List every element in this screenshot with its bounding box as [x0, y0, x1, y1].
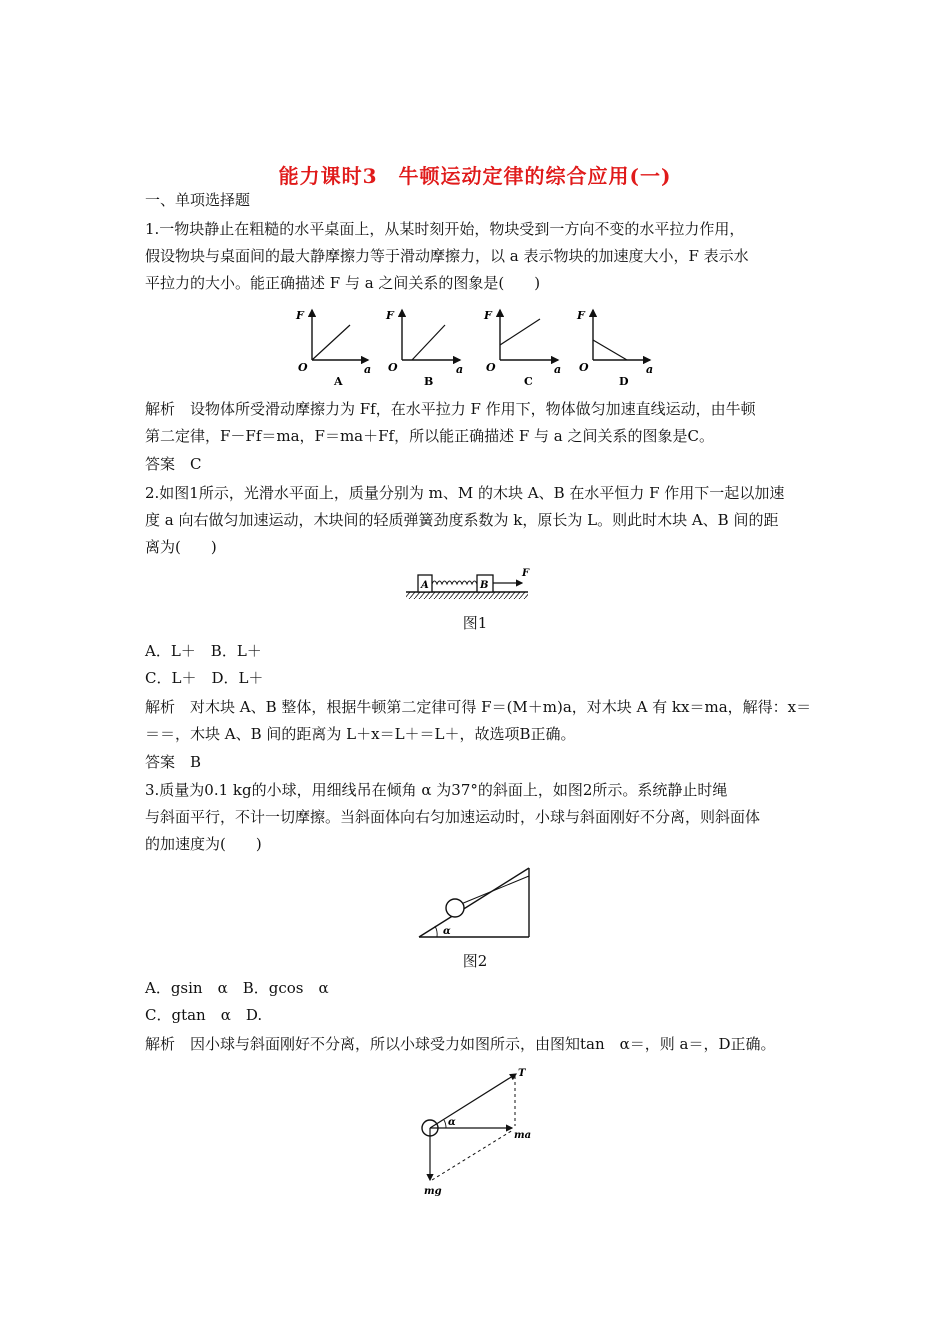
q3-options-1: A．gsin α B．gcos α	[145, 979, 329, 997]
ball	[446, 899, 464, 917]
q2-options-1: A．L＋ B．L＋	[145, 642, 262, 660]
q3-analysis: 解析 因小球与斜面刚好不分离，所以小球受力如图所示，由图知tan α＝，则 a＝，D正确。	[145, 1035, 776, 1053]
graph-d-line	[593, 340, 627, 360]
q1-answer: 答案 C	[145, 455, 202, 473]
graph-a-y-label: F	[296, 309, 304, 322]
graph-b-label: B	[424, 375, 434, 388]
angle-label: α	[443, 926, 451, 937]
q3-line-1: 3.质量为0.1 kg的小球，用细线吊在倾角 α 为37°的斜面上，如图2所示。系统静止时绳	[145, 781, 728, 799]
graph-b-origin: O	[388, 361, 398, 374]
figure-2-caption: 图2	[462, 952, 488, 970]
graph-b-y-label: F	[386, 309, 394, 322]
force-diagram	[408, 1062, 548, 1200]
q2-answer: 答案 B	[145, 753, 202, 771]
graph-d-y-label: F	[577, 309, 585, 322]
graph-c-label: C	[524, 375, 533, 388]
q2-line-2: 度 a 向右做匀加速运动，木块间的轻质弹簧劲度系数为 k，原长为 L。则此时木块 A、B 间的距	[145, 511, 779, 529]
q2-options-2: C．L＋ D．L＋	[145, 669, 264, 687]
q3-options-2: C．gtan α D.	[145, 1006, 263, 1024]
q1-line-3: 平拉力的大小。能正确描述 F 与 a 之间关系的图象是( )	[145, 274, 541, 292]
figure-1-caption: 图1	[462, 614, 488, 632]
graph-d-x-label: a	[646, 363, 654, 376]
graph-c-x-label: a	[554, 363, 562, 376]
graph-a-origin: O	[298, 361, 308, 374]
q3-line-3: 的加速度为( )	[145, 835, 262, 853]
graph-a-line	[312, 325, 350, 360]
graph-a-label: A	[334, 375, 343, 388]
net-force-label: ma	[514, 1130, 532, 1141]
graph-d-label: D	[619, 375, 629, 388]
force-label: F	[522, 568, 530, 579]
page-title: 能力课时3 牛顿运动定律的综合应用(一)	[278, 164, 672, 188]
graph-a	[295, 309, 371, 388]
graph-d-origin: O	[579, 361, 589, 374]
graph-c-y-label: F	[484, 309, 492, 322]
figure-1	[400, 562, 540, 604]
figure-2	[415, 862, 535, 942]
q2-analysis-2: ＝＝，木块 A、B 间的距离为 L＋x＝L＋＝L＋，故选项B正确。	[145, 725, 576, 743]
q2-line-3: 离为( )	[145, 538, 217, 556]
gravity-label: mg	[424, 1186, 442, 1197]
graph-b-x-label: a	[456, 363, 464, 376]
q1-line-2: 假设物块与桌面间的最大静摩擦力等于滑动摩擦力，以 a 表示物块的加速度大小，F 表示水	[145, 247, 749, 265]
q1-line-1: 1.一物块静止在粗糙的水平桌面上，从某时刻开始，物块受到一方向不变的水平拉力作用，	[145, 220, 745, 238]
angle-label: α	[448, 1117, 456, 1128]
block-b-label: B	[480, 580, 489, 591]
graph-c	[483, 309, 561, 388]
q1-graphs	[290, 305, 670, 390]
graph-c-line	[500, 319, 540, 345]
block-a-label: A	[421, 580, 429, 591]
spring	[432, 581, 477, 584]
q1-analysis-1: 解析 设物体所受滑动摩擦力为 Ff，在水平拉力 F 作用下，物体做匀加速直线运动，由牛顿	[145, 400, 756, 418]
tension-arrow	[430, 1074, 516, 1128]
graph-d	[576, 309, 653, 388]
q2-line-1: 2.如图1所示，光滑水平面上，质量分别为 m、M 的木块 A、B 在水平恒力 F 作用下一起以加速	[145, 484, 785, 502]
q3-line-2: 与斜面平行，不计一切摩擦。当斜面体向右匀加速运动时，小球与斜面刚好不分离，则斜面体	[145, 808, 761, 826]
section-heading: 一、单项选择题	[145, 191, 251, 209]
graph-b-line	[412, 325, 445, 360]
q1-analysis-2: 第二定律，F－Ff＝ma，F＝ma＋Ff，所以能正确描述 F 与 a 之间关系的图象是C。	[145, 427, 714, 445]
graph-b	[385, 309, 463, 388]
q2-analysis-1: 解析 对木块 A、B 整体，根据牛顿第二定律可得 F＝(M＋m)a，对木块 A 有 kx＝ma，解得：x＝	[145, 698, 812, 716]
tension-label: T	[518, 1068, 526, 1079]
graph-a-x-label: a	[364, 363, 372, 376]
graph-c-origin: O	[486, 361, 496, 374]
string	[461, 876, 529, 904]
